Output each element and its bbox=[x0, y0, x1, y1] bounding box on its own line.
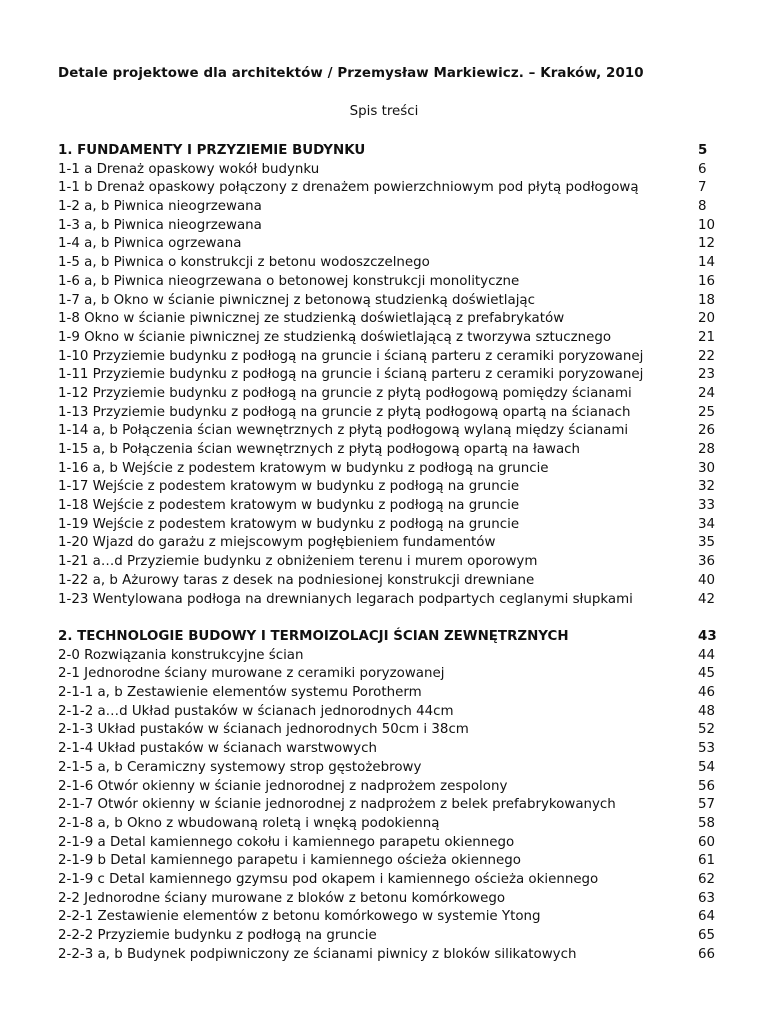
toc-entry bbox=[58, 946, 722, 965]
toc-entry bbox=[58, 310, 722, 329]
toc-entry-page-number: 14 bbox=[698, 255, 716, 271]
toc-entry-page-number: 35 bbox=[698, 535, 716, 551]
toc-entry-page-number: 56 bbox=[698, 778, 716, 794]
toc-entry-page-number: 20 bbox=[698, 311, 716, 327]
toc-entry-page-number: 57 bbox=[698, 797, 716, 813]
toc-entry bbox=[58, 647, 722, 666]
toc-entry-title: 1-9 Okno w ścianie piwnicznej ze studzienką doświetlającą z tworzywa sztucznego bbox=[58, 329, 612, 345]
toc-entry-title: 2-2-3 a, b Budynek podpiwniczony ze ścianami piwnicy z bloków silikatowych bbox=[58, 946, 577, 962]
toc-entry-title: 1-23 Wentylowana podłoga na drewnianych legarach podpartych ceglanymi słupkami bbox=[58, 591, 633, 607]
toc-entry bbox=[58, 908, 722, 927]
toc-entry-title: 2-1 Jednorodne ściany murowane z ceramiki poryzowanej bbox=[58, 666, 445, 682]
toc-entry-page-number: 25 bbox=[698, 404, 716, 420]
toc-entry-page-number: 28 bbox=[698, 442, 716, 457]
toc-entry bbox=[58, 871, 722, 890]
toc-entry-title: 1-2 a, b Piwnica nieogrzewana bbox=[58, 199, 262, 215]
toc-entry bbox=[58, 273, 722, 292]
document-title: Detale projektowe dla architektów / Przemysław Markiewicz. – Kraków, 2010 bbox=[58, 66, 644, 81]
section-heading-text: 1. FUNDAMENTY I PRZYZIEMIE BUDYNKU bbox=[58, 143, 366, 158]
toc-entry bbox=[58, 516, 722, 535]
toc-entry-title: 2-1-9 c Detal kamiennego gzymsu pod okapem i kamiennego ościeża okiennego bbox=[58, 871, 599, 887]
toc-entry bbox=[58, 721, 722, 740]
toc-entry-page-number: 52 bbox=[698, 722, 716, 738]
toc-entry bbox=[58, 534, 722, 553]
toc-entry-page-number: 33 bbox=[698, 498, 716, 514]
toc-entry bbox=[58, 348, 722, 367]
toc-entry-title: 1-12 Przyziemie budynku z podłogą na gruncie z płytą podłogową pomiędzy ścianami bbox=[58, 385, 632, 401]
toc-entry-title: 2-1-6 Otwór okienny w ścianie jednorodnej z nadprożem zespolony bbox=[58, 778, 508, 794]
toc-entry-title: 1-10 Przyziemie budynku z podłogą na gruncie i ścianą parteru z ceramiki poryzowanej bbox=[58, 348, 644, 364]
toc-entry-title: 1-18 Wejście z podestem kratowym w budynku z podłogą na gruncie bbox=[58, 498, 520, 514]
toc-entry-title: 1-7 a, b Okno w ścianie piwnicznej z betonową studzienką doświetlając bbox=[58, 292, 535, 308]
toc-entry-title: 2-1-2 a…d Układ pustaków w ścianach jednorodnych 44cm bbox=[58, 703, 454, 719]
toc-entry-page-number: 26 bbox=[698, 423, 716, 439]
toc-entry-page-number: 24 bbox=[698, 385, 716, 401]
toc-entry-title: 2-1-1 a, b Zestawienie elementów systemu Porotherm bbox=[58, 685, 422, 701]
toc-entry bbox=[58, 834, 722, 853]
toc-entry bbox=[58, 815, 722, 834]
toc-entry bbox=[58, 179, 722, 198]
toc-entry-title: 2-2 Jednorodne ściany murowane z bloków z betonu komórkowego bbox=[58, 890, 506, 906]
toc-entry-title: 1-6 a, b Piwnica nieogrzewana o betonowej konstrukcji monolityczne bbox=[58, 273, 520, 289]
toc-entry-page-number: 34 bbox=[698, 516, 716, 532]
toc-entry-title: 1-21 a…d Przyziemie budynku z obniżeniem terenu i murem oporowym bbox=[58, 554, 538, 570]
toc-entry-page-number: 48 bbox=[698, 703, 716, 719]
toc-entry bbox=[58, 460, 722, 479]
toc-entry-title: 1-16 a, b Wejście z podestem kratowym w budynku z podłogą na gruncie bbox=[58, 460, 549, 476]
toc-entry-title: 1-1 b Drenaż opaskowy połączony z drenażem powierzchniowym pod płytą podłogową bbox=[58, 180, 639, 196]
toc-entry bbox=[58, 684, 722, 703]
toc-entry-title: 2-1-9 a Detal kamiennego cokołu i kamiennego parapetu okiennego bbox=[58, 834, 515, 850]
toc-entry-page-number: 54 bbox=[698, 759, 716, 775]
toc-section-heading bbox=[58, 628, 722, 647]
toc-entry-page-number: 10 bbox=[698, 217, 716, 233]
toc-entry bbox=[58, 553, 722, 572]
toc-entry-page-number: 42 bbox=[698, 591, 716, 607]
toc-entry-page-number: 66 bbox=[698, 946, 716, 962]
toc-entry-title: 1-8 Okno w ścianie piwnicznej ze studzienką doświetlającą z prefabrykatów bbox=[58, 311, 565, 327]
toc-entry-page-number: 23 bbox=[698, 367, 716, 383]
toc-entry-title: 1-19 Wejście z podestem kratowym w budynku z podłogą na gruncie bbox=[58, 516, 520, 532]
toc-entry bbox=[58, 890, 722, 909]
toc-entry-page-number: 44 bbox=[698, 647, 716, 663]
toc-entry bbox=[58, 591, 722, 610]
toc-entry bbox=[58, 665, 722, 684]
toc-entry-title: 2-1-3 Układ pustaków w ścianach jednorodnych 50cm i 38cm bbox=[58, 722, 469, 738]
toc-entry-page-number: 7 bbox=[698, 180, 707, 196]
toc-entry bbox=[58, 385, 722, 404]
toc-entry-page-number: 62 bbox=[698, 871, 716, 887]
toc-section-2 bbox=[58, 628, 722, 964]
toc-entry bbox=[58, 778, 722, 797]
toc-entry-title: 2-1-8 a, b Okno z wbudowaną roletą i wnęką podokienną bbox=[58, 815, 440, 831]
toc-entry-title: 1-22 a, b Ażurowy taras z desek na podniesionej konstrukcji drewniane bbox=[58, 572, 535, 588]
section-heading-text: 2. TECHNOLOGIE BUDOWY I TERMOIZOLACJI ŚCIAN ZEWNĘTRZNYCH bbox=[58, 629, 569, 644]
toc-entry-page-number: 21 bbox=[698, 329, 716, 345]
toc-entry-title: 1-13 Przyziemie budynku z podłogą na gruncie z płytą podłogową opartą na ścianach bbox=[58, 404, 631, 420]
toc-entry bbox=[58, 198, 722, 217]
toc-entry bbox=[58, 740, 722, 759]
toc-entry bbox=[58, 366, 722, 385]
toc-entry-title: 1-5 a, b Piwnica o konstrukcji z betonu wodoszczelnego bbox=[58, 255, 430, 271]
section-page-number: 43 bbox=[698, 629, 717, 644]
toc-entry bbox=[58, 329, 722, 348]
toc-entry-title: 1-17 Wejście z podestem kratowym w budynku z podłogą na gruncie bbox=[58, 479, 520, 495]
toc-entry bbox=[58, 441, 722, 460]
toc-entry-title: 2-1-5 a, b Ceramiczny systemowy strop gęstożebrowy bbox=[58, 759, 422, 775]
toc-entry bbox=[58, 478, 722, 497]
toc-entry bbox=[58, 254, 722, 273]
toc-entry-page-number: 6 bbox=[698, 161, 707, 177]
toc-entry-page-number: 12 bbox=[698, 236, 716, 252]
toc-entry-title: 2-2-2 Przyziemie budynku z podłogą na gruncie bbox=[58, 928, 377, 943]
toc-entry bbox=[58, 852, 722, 871]
toc-entry bbox=[58, 404, 722, 423]
toc-entry bbox=[58, 796, 722, 815]
toc-entry bbox=[58, 497, 722, 516]
document-subtitle: Spis treści bbox=[349, 104, 419, 119]
toc-entry-title: 1-15 a, b Połączenia ścian wewnętrznych z płytą podłogową opartą na ławach bbox=[58, 442, 581, 457]
toc-entry-page-number: 58 bbox=[698, 815, 716, 831]
toc-entry-page-number: 64 bbox=[698, 909, 716, 925]
toc-entry-title: 2-1-7 Otwór okienny w ścianie jednorodnej z nadprożem z belek prefabrykowanych bbox=[58, 797, 616, 813]
toc-entry-page-number: 65 bbox=[698, 928, 716, 943]
toc-entry-title: 1-1 a Drenaż opaskowy wokół budynku bbox=[58, 161, 320, 177]
toc-entry bbox=[58, 235, 722, 254]
toc-entry bbox=[58, 927, 722, 946]
toc-entry-title: 1-14 a, b Połączenia ścian wewnętrznych z płytą podłogową wylaną między ścianami bbox=[58, 423, 629, 439]
toc-entry-page-number: 32 bbox=[698, 479, 716, 495]
toc-entry bbox=[58, 161, 722, 180]
toc-entry-page-number: 46 bbox=[698, 685, 716, 701]
toc-entry bbox=[58, 759, 722, 778]
toc-entry-title: 2-1-9 b Detal kamiennego parapetu i kamiennego ościeża okiennego bbox=[58, 853, 521, 869]
toc-entry-page-number: 8 bbox=[698, 199, 707, 215]
toc-entry-title: 1-4 a, b Piwnica ogrzewana bbox=[58, 236, 242, 252]
toc-entry-page-number: 60 bbox=[698, 834, 716, 850]
toc-section-1 bbox=[58, 142, 722, 609]
toc-entry-title: 1-20 Wjazd do garażu z miejscowym pogłębieniem fundamentów bbox=[58, 535, 496, 551]
toc-entry-page-number: 45 bbox=[698, 666, 716, 682]
toc-entry bbox=[58, 422, 722, 441]
toc-entry bbox=[58, 703, 722, 722]
toc-entry-page-number: 53 bbox=[698, 741, 716, 757]
toc-section-heading bbox=[58, 142, 722, 161]
toc-entry-page-number: 18 bbox=[698, 292, 716, 308]
toc-entry bbox=[58, 217, 722, 236]
toc-entry-page-number: 40 bbox=[698, 572, 716, 588]
toc-entry-title: 1-3 a, b Piwnica nieogrzewana bbox=[58, 217, 262, 233]
toc-entry-page-number: 61 bbox=[698, 853, 716, 869]
toc-entry-page-number: 22 bbox=[698, 348, 716, 364]
toc-entry-title: 1-11 Przyziemie budynku z podłogą na gruncie i ścianą parteru z ceramiki poryzowanej bbox=[58, 367, 644, 383]
toc-entry bbox=[58, 572, 722, 591]
toc-entry-page-number: 30 bbox=[698, 460, 716, 476]
toc-entry-page-number: 36 bbox=[698, 554, 716, 570]
section-page-number: 5 bbox=[698, 143, 708, 158]
toc-entry-title: 2-1-4 Układ pustaków w ścianach warstwowych bbox=[58, 741, 377, 757]
toc-entry-title: 2-0 Rozwiązania konstrukcyjne ścian bbox=[58, 647, 304, 663]
toc-entry-title: 2-2-1 Zestawienie elementów z betonu komórkowego w systemie Ytong bbox=[58, 909, 541, 925]
toc-entry-page-number: 63 bbox=[698, 890, 716, 906]
toc-entry-page-number: 16 bbox=[698, 273, 716, 289]
toc-entry bbox=[58, 292, 722, 311]
